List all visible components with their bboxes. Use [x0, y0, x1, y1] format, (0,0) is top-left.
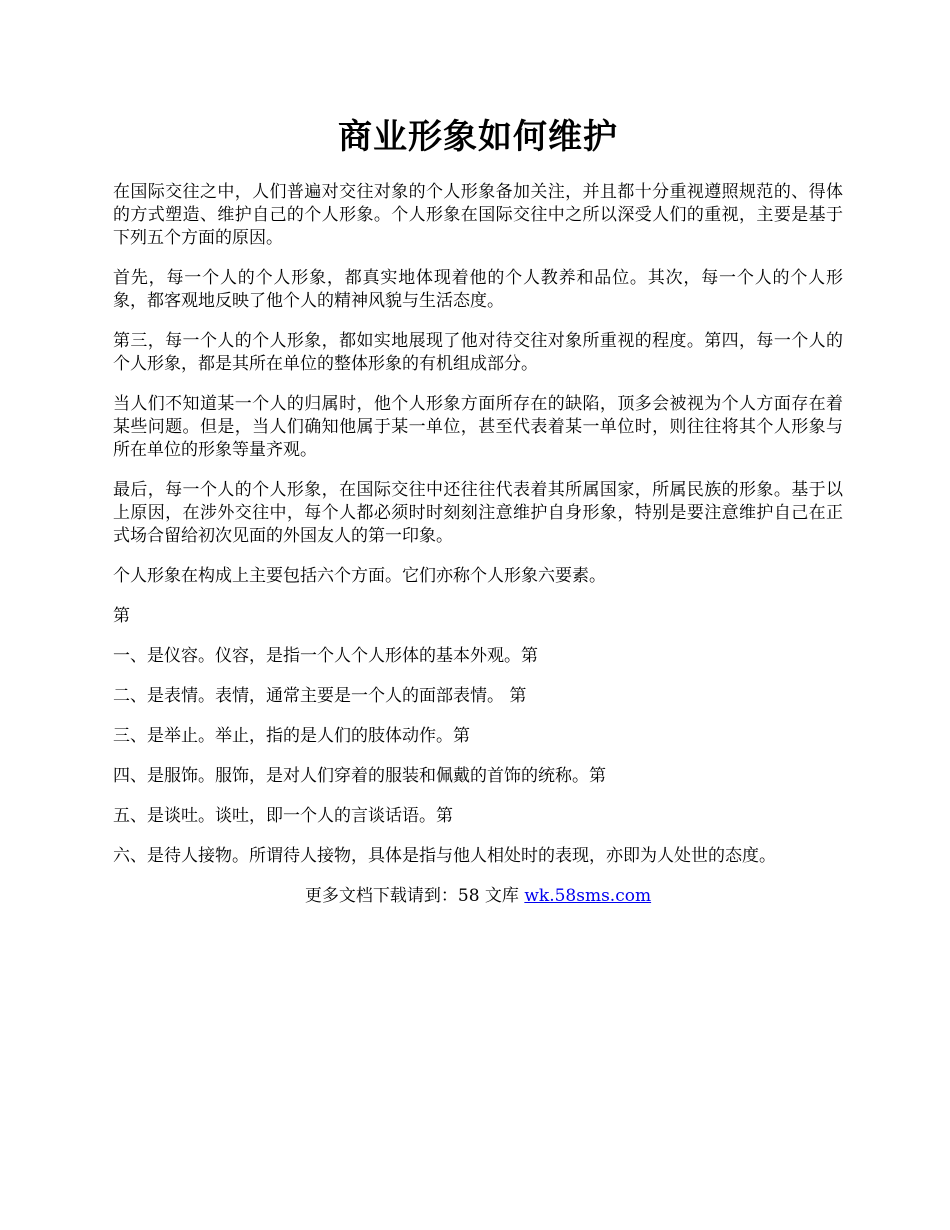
paragraph: 五、是谈吐。谈吐，即一个人的言谈话语。第	[113, 806, 453, 826]
paragraph: 在国际交往之中，人们普遍对交往对象的个人形象备加关注，并且都十分重视遵照规范的、得体的方式塑造、维护自己的个人形象。个人形象在国际交往中之所以深受人们的重视，主要是基于下列五个方面的原因。	[113, 182, 843, 248]
paragraph: 三、是举止。举止，指的是人们的肢体动作。第	[113, 726, 470, 746]
paragraph: 最后，每一个人的个人形象，在国际交往中还往往代表着其所属国家，所属民族的形象。基于以上原因，在涉外交往中，每个人都必须时时刻刻注意维护自身形象，特别是要注意维护自己在正式场合留给初次见面的外国友人的第一印象。	[113, 480, 843, 546]
footer-link[interactable]: wk.58sms.com	[524, 886, 652, 906]
document-title: 商业形象如何维护	[338, 117, 618, 157]
paragraph: 四、是服饰。服饰，是对人们穿着的服装和佩戴的首饰的统称。第	[113, 766, 606, 786]
paragraph: 二、是表情。表情，通常主要是一个人的面部表情。 第	[113, 686, 527, 706]
paragraph: 第	[113, 606, 130, 626]
paragraph: 个人形象在构成上主要包括六个方面。它们亦称个人形象六要素。	[113, 566, 606, 586]
paragraph: 当人们不知道某一个人的归属时，他个人形象方面所存在的缺陷，顶多会被视为个人方面存在着某些问题。但是，当人们确知他属于某一单位，甚至代表着某一单位时，则往往将其个人形象与所在单位的形象等量齐观。	[113, 394, 843, 460]
footer-text: 更多文档下载请到：58 文库	[304, 886, 525, 906]
paragraph: 一、是仪容。仪容，是指一个人个人形体的基本外观。第	[113, 646, 538, 666]
paragraph: 第三，每一个人的个人形象，都如实地展现了他对待交往对象所重视的程度。第四，每一个人的个人形象，都是其所在单位的整体形象的有机组成部分。	[113, 331, 843, 374]
document-page	[113, 115, 843, 908]
paragraph: 首先，每一个人的个人形象，都真实地体现着他的个人教养和品位。其次，每一个人的个人形象，都客观地反映了他个人的精神风貌与生活态度。	[113, 268, 843, 311]
paragraph: 六、是待人接物。所谓待人接物，具体是指与他人相处时的表现，亦即为人处世的态度。	[113, 846, 776, 866]
footer	[113, 885, 843, 908]
